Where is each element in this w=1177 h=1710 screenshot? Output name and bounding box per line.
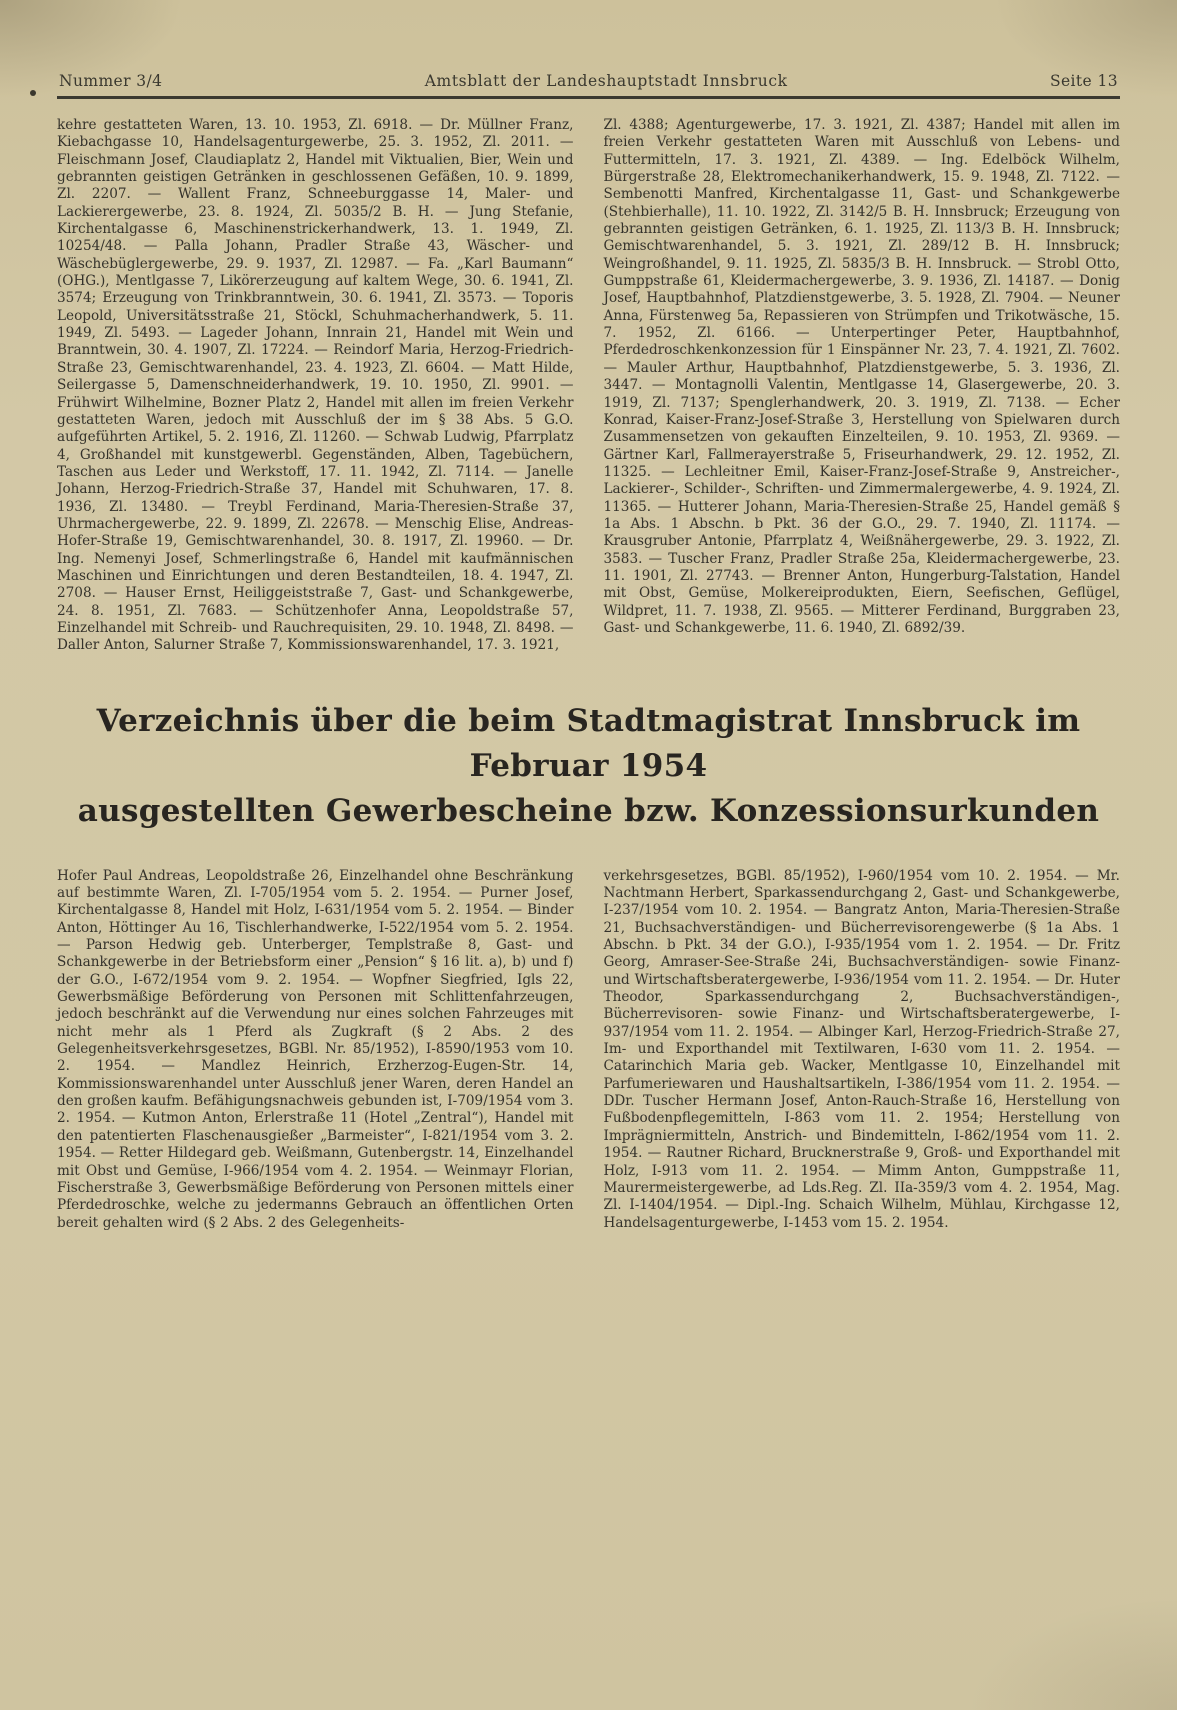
newspaper-title: Amtsblatt der Landeshauptstadt Innsbruck [424, 72, 788, 90]
page-header [57, 72, 1120, 90]
header-divider [57, 96, 1120, 99]
section-heading-line2: ausgestellten Gewerbescheine bzw. Konzessionsurkunden [77, 792, 1100, 829]
section-heading-line1: Verzeichnis über die beim Stadtmagistrat Innsbruck im Februar 1954 [96, 702, 1081, 784]
continued-entries-column-left: kehre gestatteten Waren, 13. 10. 1953, Zl. 6918. — Dr. Müllner Franz, Kiebachgasse 10, Handelsagenturgewerbe, 25. 3. 1952, Zl. 2011. — Fleischmann Josef, Claudiaplatz 2, Handel mit Viktualien, Bier, Wein und gebrannten geistigen Getränken in geschlossenen Gefäßen, 10. 9. 1899, Zl. 2207. — Wallent Franz, Schneeburggasse 14, Maler- und Lackierergewerbe, 23. 8. 1924, Zl. 5035/2 B. H. — Jung Stefanie, Kirchentalgasse 6, Maschinenstrickerhandwerk, 13. 1. 1949, Zl. 10254/48. — Palla Johann, Pradler Straße 43, Wäscher- und Wäschebüglergewerbe, 29. 9. 1937, Zl. 12987. — Fa. „Karl Baumann“ (OHG.), Mentlgasse 7, Likörerzeugung auf kaltem Wege, 30. 6. 1941, Zl. 3574; Erzeugung von Trinkbranntwein, 30. 6. 1941, Zl. 3573. — Toporis Leopold, Universitätsstraße 21, Stöckl, Schuhmacherhandwerk, 5. 11. 1949, Zl. 5493. — Lageder Johann, Innrain 21, Handel mit Wein und Branntwein, 30. 4. 1907, Zl. 17224. — Reindorf Maria, Herzog-Friedrich-Straße 23, Gemischtwarenhandel, 23. 4. 1923, Zl. 6604. — Matt Hilde, Seilergasse 5, Damenschneiderhandwerk, 19. 10. 1950, Zl. 9901. — Frühwirt Wilhelmine, Bozner Platz 2, Handel mit allen im freien Verkehr gestatteten Waren, jedoch mit Ausschluß der im § 38 Abs. 5 G.O. aufgeführten Artikel, 5. 2. 1916, Zl. 11260. — Schwab Ludwig, Pfarrplatz 4, Großhandel mit kunstgewerbl. Gegenständen, Alben, Tagebüchern, Taschen aus Leder und Werkstoff, 17. 11. 1942, Zl. 7114. — Janelle Johann, Herzog-Friedrich-Straße 37, Handel mit Schuhwaren, 17. 8. 1936, Zl. 13480. — Treybl Ferdinand, Maria-Theresien-Straße 37, Uhrmachergewerbe, 22. 9. 1899, Zl. 22678. — Menschig Elise, Andreas-Hofer-Straße 19, Gemischtwarenhandel, 30. 8. 1917, Zl. 19960. — Dr. Ing. Nemenyi Josef, Schmerlingstraße 6, Handel mit kaufmännischen Maschinen und Einrichtungen und deren Bestandteilen, 18. 4. 1947, Zl. 2708. — Hauser Ernst, Heiliggeiststraße 7, Gast- und Schankgewerbe, 24. 8. 1951, Zl. 7683. — Schützenhofer Anna, Leopoldstraße 57, Einzelhandel mit Schreib- und Rauchrequisiten, 29. 10. 1948, Zl. 8498. — Daller Anton, Salurner Straße 7, Kommissionswarenhandel, 17. 3. 1921, [57, 117, 574, 654]
section-february-listing [57, 868, 1120, 1232]
section-continued-entries [57, 117, 1120, 655]
issue-number: Nummer 3/4 [59, 72, 163, 90]
february-listing-column-left: Hofer Paul Andreas, Leopoldstraße 26, Einzelhandel ohne Beschränkung auf bestimmte Waren, Zl. I-705/1954 vom 5. 2. 1954. — Purner Josef, Kirchentalgasse 8, Handel mit Holz, I-631/1954 vom 5. 2. 1954. — Binder Anton, Höttinger Au 16, Tischlerhandwerke, I-522/1954 vom 5. 2. 1954. — Parson Hedwig geb. Unterberger, Templstraße 8, Gast- und Schankgewerbe in der Betriebsform einer „Pension“ § 16 lit. a), b) und f) der G.O., I-672/1954 vom 9. 2. 1954. — Wopfner Siegfried, Igls 22, Gewerbsmäßige Beförderung von Personen mit Schlittenfahrzeugen, jedoch beschränkt auf die Verwendung nur eines solchen Fahrzeuges mit nicht mehr als 1 Pferd als Zugkraft (§ 2 Abs. 2 des Gelegenheitsverkehrsgesetzes, BGBl. Nr. 85/1952), I-8590/1953 vom 10. 2. 1954. — Mandlez Heinrich, Erzherzog-Eugen-Str. 14, Kommissionswarenhandel unter Ausschluß jener Waren, deren Handel an den großen kaufm. Befähigungsnachweis gebunden ist, I-709/1954 vom 3. 2. 1954. — Kutmon Anton, Erlerstraße 11 (Hotel „Zentral“), Handel mit den patentierten Flaschenausgießer „Barmeister“, I-821/1954 vom 3. 2. 1954. — Retter Hildegard geb. Weißmann, Gutenbergstr. 14, Einzelhandel mit Obst und Gemüse, I-966/1954 vom 4. 2. 1954. — Weinmayr Florian, Fischerstraße 3, Gewerbsmäßige Beförderung von Personen mittels einer Pferdedroschke, welche zu jedermanns Gebrauch an öffentlichen Orten bereit gehalten wird (§ 2 Abs. 2 des Gelegenheits- [57, 867, 574, 1231]
scan-speck-icon [30, 90, 36, 96]
continued-entries-column-right: Zl. 4388; Agenturgewerbe, 17. 3. 1921, Zl. 4387; Handel mit allen im freien Verkehr gestatteten Waren mit Ausschluß von Lebens- und Futtermitteln, 17. 3. 1921, Zl. 4389. — Ing. Edelböck Wilhelm, Bürgerstraße 28, Elektromechanikerhandwerk, 15. 9. 1948, Zl. 7122. — Sembenotti Manfred, Kirchentalgasse 11, Gast- und Schankgewerbe (Stehbierhalle), 11. 10. 1922, Zl. 3142/5 B. H. Innsbruck; Erzeugung von gebrannten geistigen Getränken, 6. 1. 1925, Zl. 113/3 B. H. Innsbruck; Gemischtwarenhandel, 5. 3. 1921, Zl. 289/12 B. H. Innsbruck; Weingroßhandel, 9. 11. 1925, Zl. 5835/3 B. H. Innsbruck. — Strobl Otto, Gumppstraße 61, Kleidermachergewerbe, 3. 9. 1936, Zl. 14187. — Donig Josef, Hauptbahnhof, Platzdienstgewerbe, 3. 5. 1928, Zl. 7904. — Neuner Anna, Fürstenweg 5a, Repassieren von Strümpfen und Trikotwäsche, 15. 7. 1952, Zl. 6166. — Unterpertinger Peter, Hauptbahnhof, Pferdedroschkenkonzession für 1 Einspänner Nr. 23, 7. 4. 1921, Zl. 7602. — Mauler Arthur, Hauptbahnhof, Platzdienstgewerbe, 5. 3. 1936, Zl. 3447. — Montagnolli Valentin, Mentlgasse 14, Glasergewerbe, 20. 3. 1919, Zl. 7137; Spenglerhandwerk, 20. 3. 1919, Zl. 7138. — Echer Konrad, Kaiser-Franz-Josef-Straße 3, Herstellung von Spielwaren durch Zusammensetzen von gekauften Einzelteilen, 9. 10. 1953, Zl. 9369. — Gärtner Karl, Fallmerayerstraße 5, Friseurhandwerk, 29. 12. 1952, Zl. 11325. — Lechleitner Emil, Kaiser-Franz-Josef-Straße 9, Anstreicher-, Lackierer-, Schilder-, Schriften- und Zimmermalergewerbe, 4. 9. 1924, Zl. 11365. — Hutterer Johann, Maria-Theresien-Straße 25, Handel gemäß § 1a Abs. 1 Abschn. b Pkt. 36 der G.O., 29. 7. 1940, Zl. 11174. — Krausgruber Antonie, Pfarrplatz 4, Weißnähergewerbe, 29. 3. 1922, Zl. 3583. — Tuscher Franz, Pradler Straße 25a, Kleidermachergewerbe, 23. 11. 1901, Zl. 27743. — Brenner Anton, Hungerburg-Talstation, Handel mit Obst, Gemüse, Molkereiprodukten, Eiern, Seefischen, Geflügel, Wildpret, 11. 7. 1938, Zl. 9565. — Mitterer Ferdinand, Burggraben 23, Gast- und Schankgewerbe, 11. 6. 1940, Zl. 6892/39. [603, 117, 1120, 636]
february-listing-column-right: verkehrsgesetzes, BGBl. 85/1952), I-960/1954 vom 10. 2. 1954. — Mr. Nachtmann Herbert, Sparkassendurchgang 2, Gast- und Schankgewerbe, I-237/1954 vom 10. 2. 1954. — Bangratz Anton, Maria-Theresien-Straße 21, Buchsachverständigen- und Bücherrevisorengewerbe (§ 1a Abs. 1 Abschn. b Pkt. 34 der G.O.), I-935/1954 vom 1. 2. 1954. — Dr. Fritz Georg, Amraser-See-Straße 24i, Buchsachverständigen- sowie Finanz- und Wirtschaftsberatergewerbe, I-936/1954 vom 11. 2. 1954. — Dr. Huter Theodor, Sparkassendurchgang 2, Buchsachverständigen-, Bücherrevisoren- sowie Finanz- und Wirtschaftsberatergewerbe, I-937/1954 vom 11. 2. 1954. — Albinger Karl, Herzog-Friedrich-Straße 27, Im- und Exporthandel mit Textilwaren, I-630 vom 11. 2. 1954. — Catarinchich Maria geb. Wacker, Mentlgasse 10, Einzelhandel mit Parfumeriewaren und Haushaltsartikeln, I-386/1954 vom 11. 2. 1954. — DDr. Tuscher Hermann Josef, Anton-Rauch-Straße 16, Herstellung von Fußbodenpflegemitteln, I-863 vom 11. 2. 1954; Herstellung von Imprägniermitteln, Anstrich- und Bindemitteln, I-862/1954 vom 11. 2. 1954. — Rautner Richard, Brucknerstraße 9, Groß- und Exporthandel mit Holz, I-913 vom 11. 2. 1954. — Mimm Anton, Gumppstraße 11, Maurermeistergewerbe, ad Lds.Reg. Zl. IIa-359/3 vom 4. 2. 1954, Mag. Zl. I-1404/1954. — Dipl.-Ing. Schaich Wilhelm, Mühlau, Kirchgasse 12, Handelsagenturgewerbe, I-1453 vom 15. 2. 1954. [603, 867, 1120, 1231]
page-number: Seite 13 [1049, 72, 1118, 90]
section-heading [57, 699, 1120, 834]
